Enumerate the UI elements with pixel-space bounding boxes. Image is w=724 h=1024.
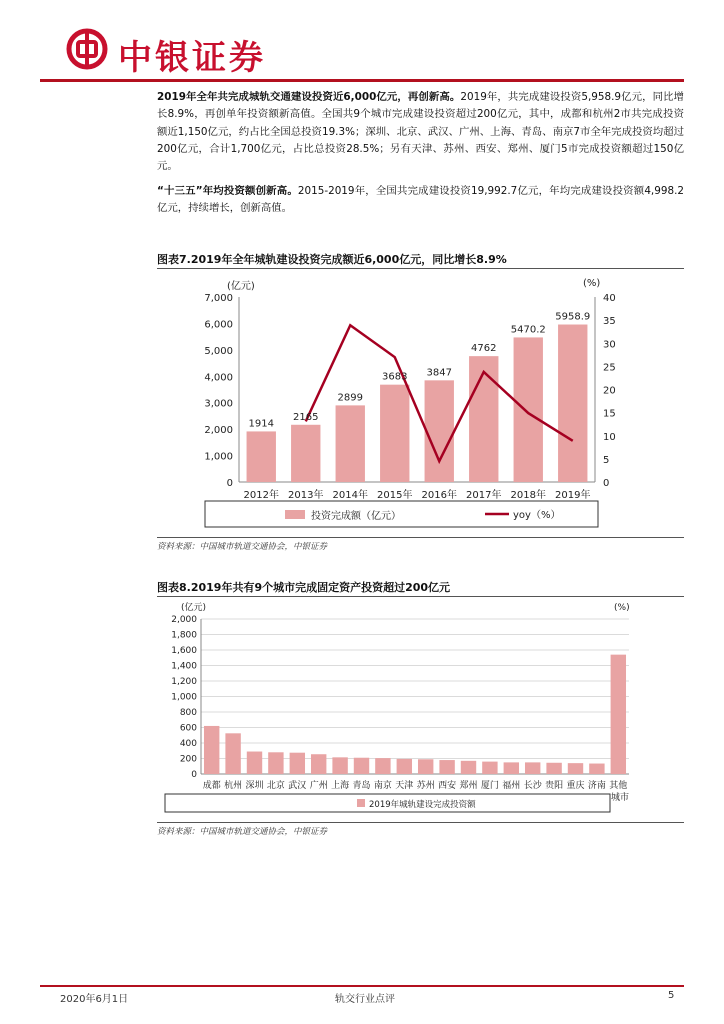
- data-label: 1914: [248, 418, 274, 430]
- axis-unit-right: (%): [614, 603, 630, 613]
- y-tick-label-left: 3,000: [204, 398, 233, 410]
- bar: [418, 759, 433, 774]
- y-tick-label-right: 25: [603, 362, 616, 374]
- y-tick-label-right: 20: [603, 385, 616, 397]
- x-tick-label: 长沙: [523, 781, 542, 791]
- y-tick-label: 400: [179, 739, 197, 749]
- figure-rule: [157, 596, 684, 597]
- bar: [546, 763, 561, 774]
- chart-investment-yoy: [157, 272, 684, 534]
- y-tick-label-left: 1,000: [204, 451, 233, 463]
- bar: [268, 752, 283, 774]
- axis-unit-left: (亿元): [181, 603, 207, 613]
- y-tick-label-left: 5,000: [204, 345, 233, 357]
- paragraph-1: [157, 89, 684, 175]
- legend-swatch-bar: [285, 510, 305, 519]
- x-tick-label: 福州: [502, 781, 521, 791]
- x-tick-label: 2013年: [288, 490, 324, 501]
- bar: [397, 759, 412, 774]
- y-tick-label: 1,200: [171, 677, 197, 687]
- x-tick-label: 青岛: [352, 781, 371, 791]
- x-tick-label: 深圳: [245, 781, 264, 791]
- data-label: 3683: [382, 371, 408, 383]
- header: [0, 0, 724, 90]
- x-tick-label: 武汉: [288, 781, 307, 791]
- bar: [469, 356, 498, 482]
- y-tick-label: 1,400: [171, 661, 197, 672]
- bar: [568, 763, 583, 774]
- x-tick-label: 2018年: [510, 490, 546, 501]
- y-tick-label-left: 4,000: [204, 372, 233, 384]
- x-tick-label: 2015年: [377, 490, 413, 501]
- x-tick-label: 贵阳: [545, 781, 564, 791]
- bar: [504, 762, 519, 774]
- footer-title: 轨交行业点评: [335, 994, 395, 1005]
- x-tick-label: 北京: [266, 781, 285, 791]
- data-label: 2165: [293, 411, 319, 423]
- bar: [354, 758, 369, 774]
- x-tick-label: 西安: [438, 781, 457, 791]
- bar: [558, 325, 587, 482]
- axis-unit-right: (%): [583, 278, 601, 289]
- legend-label-line: yoy（%）: [513, 510, 561, 521]
- figure-rule: [157, 537, 684, 538]
- brand-name: 中银证券: [118, 38, 266, 78]
- data-label: 4762: [471, 343, 497, 355]
- y-tick-label: 600: [179, 723, 197, 734]
- x-tick-label: 杭州: [224, 781, 243, 791]
- bank-logo-icon: [66, 28, 108, 70]
- y-tick-label: 800: [179, 708, 197, 718]
- paragraph-body: 2015-2019年，全国共完成建设投资19,992.7亿元，年均完成建设投资额4,998.2亿元，持续增长，创新高值。: [157, 185, 684, 215]
- bar: [332, 757, 347, 774]
- bar: [336, 405, 365, 482]
- page-number: 5: [668, 990, 675, 1001]
- bar: [311, 754, 326, 774]
- bar: [380, 385, 409, 482]
- x-tick-label: 2014年: [332, 490, 368, 501]
- x-tick-label: 2016年: [421, 490, 457, 501]
- figure-rule: [157, 268, 684, 269]
- chart-city-investment: [157, 598, 684, 820]
- figure-title: 图表8.2019年共有9个城市完成固定资产投资超过200亿元: [157, 581, 451, 594]
- header-divider: [40, 79, 684, 82]
- x-axis-label: 城市: [610, 793, 630, 803]
- bar: [439, 760, 454, 774]
- bar: [291, 425, 320, 482]
- figure-source: 资料来源：中国城市轨道交通协会，中银证券: [157, 542, 328, 552]
- bar: [525, 762, 540, 774]
- bar: [482, 762, 497, 774]
- y-tick-label-right: 35: [603, 316, 616, 328]
- y-tick-label-right: 0: [603, 478, 610, 489]
- figure-rule: [157, 822, 684, 823]
- figure-title: 图表7.2019年全年城轨建设投资完成额近6,000亿元，同比增长8.9%: [157, 253, 507, 266]
- x-tick-label: 2019年: [555, 490, 591, 501]
- legend-label-bar: 投资完成额（亿元）: [311, 511, 401, 522]
- y-tick-label: 2,000: [171, 615, 197, 625]
- data-label: 2899: [337, 392, 363, 404]
- bar: [514, 337, 543, 482]
- bar: [247, 752, 262, 774]
- y-tick-label-left: 6,000: [204, 319, 233, 331]
- x-tick-label: 其他: [609, 781, 628, 791]
- data-label: 3847: [426, 367, 452, 379]
- data-label: 5470.2: [510, 324, 546, 336]
- bar: [461, 761, 476, 774]
- y-tick-label-left: 7,000: [204, 293, 233, 304]
- bar: [611, 655, 626, 774]
- figure-source: 资料来源：中国城市轨道交通协会，中银证券: [157, 827, 328, 837]
- y-tick-label-left: 2,000: [204, 425, 233, 437]
- x-tick-label: 2012年: [243, 490, 279, 501]
- footer-divider: [40, 985, 684, 987]
- x-tick-label: 郑州: [459, 781, 478, 791]
- bar: [204, 726, 219, 774]
- x-tick-label: 重庆: [566, 781, 585, 791]
- y-tick-label-right: 5: [603, 454, 610, 466]
- y-tick-label-right: 10: [603, 431, 616, 443]
- x-tick-label: 2017年: [466, 490, 502, 501]
- bar: [290, 753, 305, 774]
- y-tick-label: 0: [191, 770, 197, 780]
- data-label: 5958.9: [555, 311, 591, 323]
- y-tick-label-left: 0: [226, 478, 233, 489]
- x-tick-label: 厦门: [480, 781, 499, 791]
- x-tick-label: 天津: [395, 781, 414, 791]
- bar: [589, 764, 604, 774]
- y-tick-label: 200: [179, 754, 197, 765]
- x-tick-label: 苏州: [416, 781, 435, 791]
- y-tick-label-right: 15: [603, 408, 616, 420]
- y-tick-label: 1,000: [171, 692, 197, 703]
- y-tick-label-right: 30: [603, 339, 616, 351]
- legend-label: 2019年城轨建设完成投资额: [369, 800, 476, 810]
- x-tick-label: 济南: [587, 781, 606, 791]
- y-tick-label: 1,600: [171, 646, 197, 656]
- legend-swatch: [357, 799, 365, 807]
- x-tick-label: 成都: [202, 781, 221, 791]
- paragraph-2: [157, 183, 684, 218]
- x-tick-label: 广州: [309, 781, 328, 791]
- y-tick-label-right: 40: [603, 293, 616, 304]
- x-tick-label: 南京: [373, 781, 392, 791]
- bar: [247, 431, 276, 482]
- paragraph-lead: “十三五”年均投资额创新高。: [157, 185, 298, 197]
- bar: [375, 758, 390, 774]
- axis-unit-left: (亿元): [227, 281, 255, 292]
- paragraph-lead: 2019年全年共完成城轨交通建设投资近6,000亿元，再创新高。: [157, 91, 461, 103]
- y-tick-label: 1,800: [171, 630, 197, 641]
- bar: [225, 733, 240, 774]
- bar: [425, 380, 454, 482]
- x-tick-label: 上海: [331, 781, 350, 791]
- footer-date: 2020年6月1日: [60, 994, 129, 1005]
- paragraph-body: 2019年，共完成建设投资5,958.9亿元，同比增长8.9%，再创单年投资额新高值。全国共9个城市完成建设投资超过200亿元，其中，成都和杭州2市共完成投资额近1,150亿元，约占比全国总投资19.3%；深圳、北京、武汉、广州、上海、青岛、南京7市全年完成投资均超过200亿元，合计1,700亿元，占比总投资28.5%；另有天津、苏州、西安、郑州、厦门5市完成投资额超过150亿元。: [157, 91, 684, 173]
